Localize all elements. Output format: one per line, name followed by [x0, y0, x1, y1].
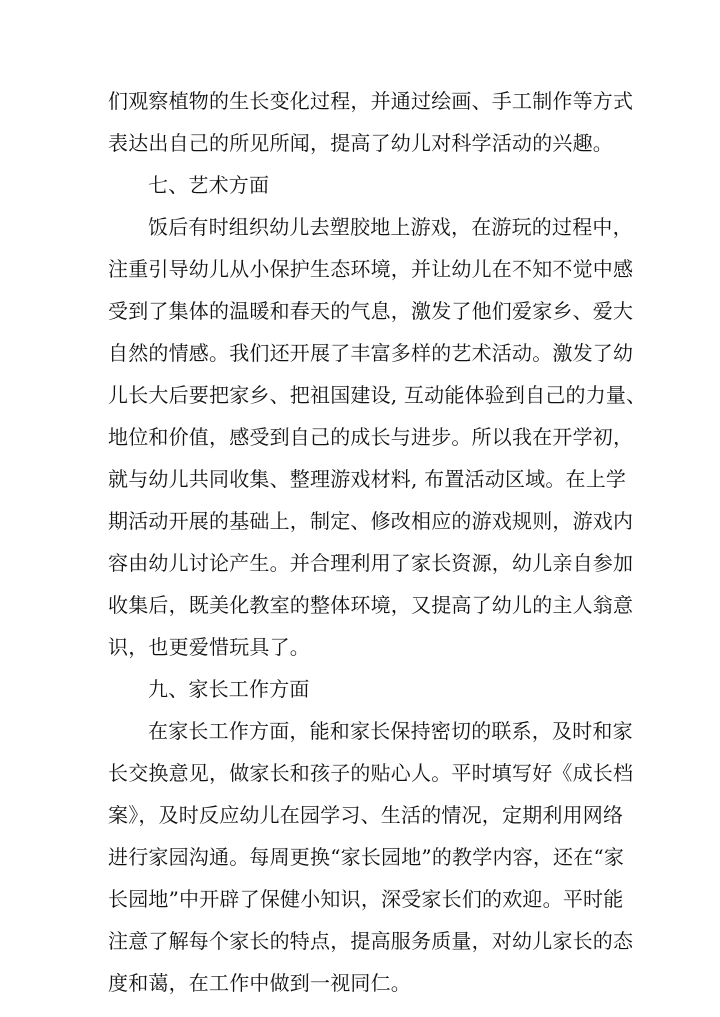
text-line-6: 受到了集体的温暖和春天的气息，激发了他们爱家乡、爱大	[108, 299, 634, 323]
section-heading-art: 七、艺术方面	[148, 173, 270, 197]
text-line-19: 进行家园沟通。每周更换“家长园地”的教学内容，还在“家	[108, 845, 625, 869]
text-line-12: 容由幼儿讨论产生。并合理利用了家长资源，幼儿亲自参加	[108, 551, 634, 575]
text-line-20: 长园地”中开辟了保健小知识，深受家长们的欢迎。平时能	[108, 887, 624, 911]
text-line-11: 期活动开展的基础上，制定、修改相应的游戏规则，游戏内	[108, 509, 634, 533]
text-line-17: 长交换意见，做家长和孩子的贴心人。平时填写好《成长档	[108, 761, 634, 785]
text-line-21: 注意了解每个家长的特点，提高服务质量，对幼儿家长的态	[108, 929, 634, 953]
text-line-18: 案》，及时反应幼儿在园学习、生活的情况，定期利用网络	[108, 803, 624, 827]
text-line-1: 们观察植物的生长变化过程，并通过绘画、手工制作等方式	[108, 89, 634, 113]
text-line-14: 识，也更爱惜玩具了。	[108, 635, 310, 659]
section-heading-parents: 九、家长工作方面	[148, 677, 310, 701]
text-line-9: 地位和价值，感受到自己的成长与进步。所以我在开学初，	[108, 425, 634, 449]
text-line-16: 在家长工作方面，能和家长保持密切的联系，及时和家	[148, 719, 633, 743]
text-line-5: 注重引导幼儿从小保护生态环境，并让幼儿在不知不觉中感	[108, 257, 634, 281]
text-line-4: 饭后有时组织幼儿去塑胶地上游戏，在游玩的过程中，	[148, 215, 633, 239]
text-line-8: 儿长大后要把家乡、把祖国建设, 互动能体验到自己的力量、	[108, 383, 647, 407]
text-line-2: 表达出自己的所见所闻，提高了幼儿对科学活动的兴趣。	[108, 131, 613, 155]
text-line-7: 自然的情感。我们还开展了丰富多样的艺术活动。激发了幼	[108, 341, 634, 365]
text-line-10: 就与幼儿共同收集、整理游戏材料, 布置活动区域。在上学	[108, 467, 627, 491]
text-line-13: 收集后，既美化教室的整体环境，又提高了幼儿的主人翁意	[108, 593, 634, 617]
text-line-22: 度和蔼，在工作中做到一视同仁。	[108, 971, 411, 995]
